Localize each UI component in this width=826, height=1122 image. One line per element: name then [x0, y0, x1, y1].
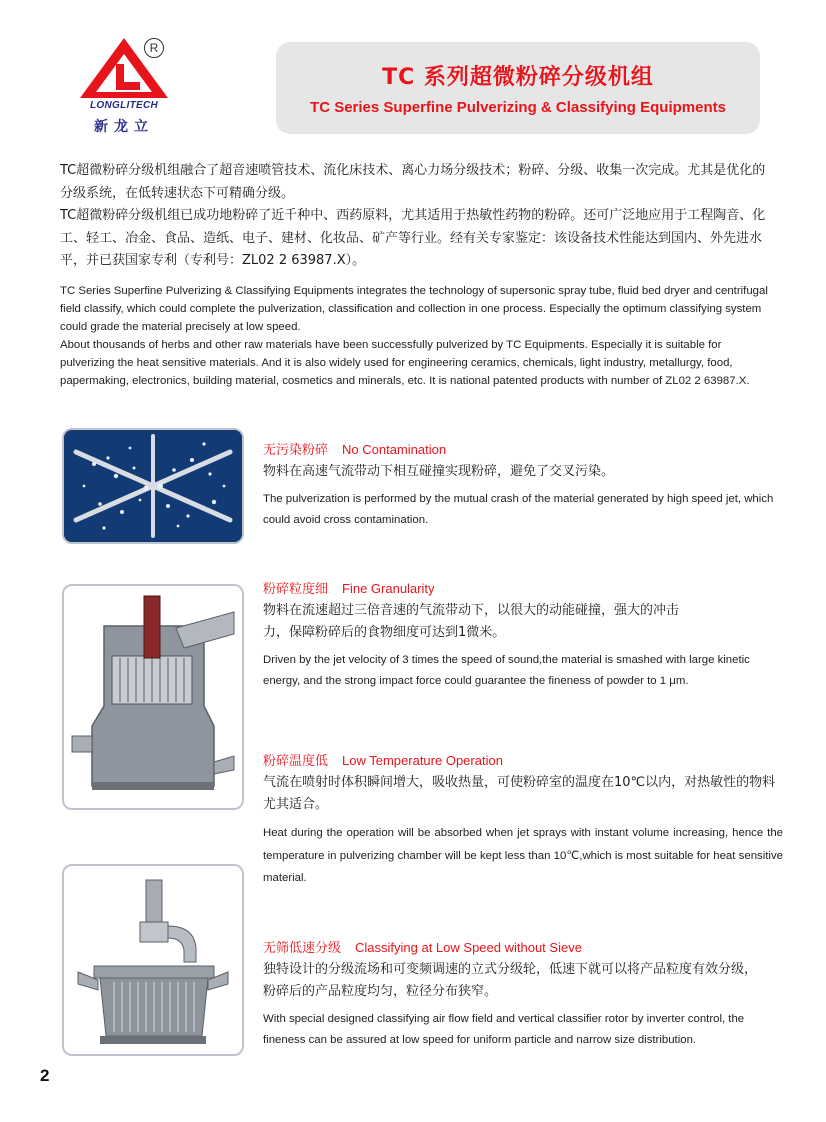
feature-title-cn: 粉碎温度低	[263, 754, 329, 769]
feature-heading	[263, 579, 783, 600]
registered-mark: R	[144, 38, 164, 58]
intro-en-paragraph-2: About thousands of herbs and other raw materials have been successfully pulverized by TC Equipments. Especially it is suitable for pulverizing the heat sensitive materials. And it is also widely used for engineering ceramics, chemicals, light industry, metallurgy, food, papermaking, electronics, building material, cosmetics and minerals, etc. It is national patented products with number of ZL02 2 63987.X.	[60, 339, 750, 388]
feature-text-en: Heat during the operation will be absorbed when jet sprays with instant volume increasing, hence the temperature in pulverizing chamber will be kept less than 10℃,which is most suitable for heat sensitive material.	[263, 827, 783, 884]
feature-fine-granularity	[263, 579, 783, 692]
logo-chinese-name: 新龙立	[94, 119, 154, 135]
intro-chinese	[60, 160, 772, 273]
feature-title-en: Fine Granularity	[342, 581, 435, 596]
intro-en-paragraph-1: TC Series Superfine Pulverizing & Classifying Equipments integrates the technology of supersonic spray tube, fluid bed dryer and centrifugal field classify, which could complete the pulverization, classification and collection in one process. Especially the optimum classifying system could grade the material precisely at low speed.	[60, 285, 768, 334]
classifier-equipment-image	[62, 864, 244, 1056]
feature-low-speed-classifying	[263, 938, 783, 1051]
feature-text-en: The pulverization is performed by the mutual crash of the material generated by high speed jet, which could avoid cross contamination.	[263, 493, 774, 526]
feature-heading	[263, 751, 783, 772]
jet-collision-image	[62, 428, 244, 544]
title-banner	[276, 42, 760, 134]
feature-no-contamination	[263, 440, 783, 531]
pulverizing-chamber-cutaway-image	[62, 584, 244, 810]
feature-text-cn: 物料在流速超过三倍音速的气流带动下，以很大的动能碰撞，强大的冲击力，保障粉碎后的食物细度可达到1微米。	[263, 603, 680, 640]
feature-text-en: With special designed classifying air flow field and vertical classifier rotor by inverter control, the fineness can be assured at low speed for uniform particle and narrow size distribution.	[263, 1013, 745, 1046]
feature-low-temperature	[263, 751, 783, 890]
intro-cn-paragraph-1: TC超微粉碎分级机组融合了超音速喷管技术、流化床技术、离心力场分级技术；粉碎、分级、收集一次完成。尤其是优化的分级系统，在低转速状态下可精确分级。	[60, 163, 766, 201]
page-title-cn: TC 系列超微粉碎分级机组	[382, 65, 654, 90]
feature-text-en: Driven by the jet velocity of 3 times the speed of sound,the material is smashed with large kinetic energy, and the strong impact force could guarantee the fineness of powder to 1 μm.	[263, 654, 750, 687]
feature-text-cn: 气流在喷射时体积瞬间增大，吸收热量，可使粉碎室的温度在10℃以内，对热敏性的物料尤其适合。	[263, 775, 776, 812]
feature-title-cn: 粉碎粒度细	[263, 582, 329, 597]
feature-title-en: Low Temperature Operation	[342, 753, 503, 768]
brand-logo	[68, 34, 180, 144]
intro-cn-paragraph-2: TC超微粉碎分级机组已成功地粉碎了近千种中、西药原料，尤其适用于热敏性药物的粉碎。还可广泛地应用于工程陶音、化工、轻工、冶金、食品、造纸、电子、建材、化妆品、矿产等行业。经有关专家鉴定：该设备技术性能达到国内、外先进水平，并已获国家专利（专利号：ZL02 2 63987.X）。	[60, 208, 766, 269]
page-number: 2	[40, 1066, 50, 1085]
feature-title-cn: 无筛低速分级	[263, 941, 342, 956]
page-title-en: TC Series Superfine Pulverizing & Classifying Equipments	[310, 99, 726, 116]
feature-heading	[263, 440, 783, 461]
logo-wordmark: LONGLITECH	[90, 100, 158, 111]
feature-heading	[263, 938, 783, 959]
feature-text-cn: 物料在高速气流带动下相互碰撞实现粉碎，避免了交叉污染。	[263, 464, 615, 479]
feature-title-cn: 无污染粉碎	[263, 443, 329, 458]
feature-title-en: Classifying at Low Speed without Sieve	[355, 940, 582, 955]
feature-text-cn: 独特设计的分级流场和可变频调速的立式分级轮，低速下就可以将产品粒度有效分级，粉碎后的产品粒度均匀，粒径分布狭窄。	[263, 962, 758, 999]
feature-title-en: No Contamination	[342, 442, 447, 457]
intro-english	[60, 282, 772, 391]
